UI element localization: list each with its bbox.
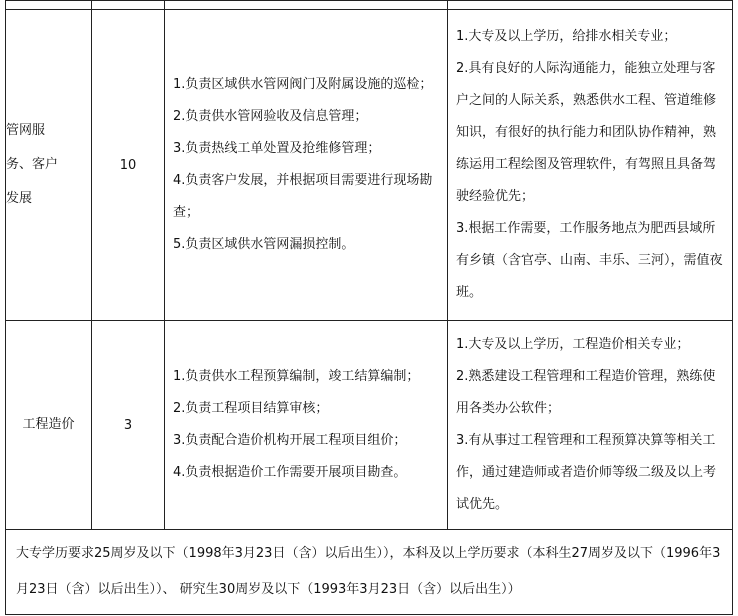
duty-item: 3.负责热线工单处置及抢维修管理； (173, 141, 381, 156)
position-line: 务、客户 (6, 157, 59, 172)
count-cell: 10 (92, 10, 165, 321)
duties-cell (165, 10, 448, 321)
duty-item: 3.负责配合造价机构开展工程项目组价； (173, 433, 407, 448)
requirement-item: 3.根据工作需要，工作服务地点为肥西县域所有乡镇（含官亭、山南、丰乐、三河），需值夜班。 (456, 221, 723, 300)
duties-cell (165, 321, 448, 530)
requirement-item: 2.具有良好的人际沟通能力，能独立处理与客户之间的人际关系，熟悉供水工程、管道维修知识，有很好的执行能力和团队协作精神，熟练运用工程绘图及管理软件，有驾照且具备驾驶经验优先； (456, 61, 717, 204)
recruitment-table (5, 0, 733, 615)
count-cell: 3 (92, 321, 165, 530)
position-line: 发展 (6, 191, 33, 206)
requirement-item: 3.有从事过工程管理和工程预算决算等相关工作，通过建造师或者造价师等级二级及以上考试优先。 (456, 433, 717, 512)
duty-item: 4.负责客户发展，并根据项目需要进行现场勘查； (173, 173, 433, 220)
position-line: 管网服 (6, 123, 46, 138)
age-requirement-note (6, 530, 733, 615)
requirements-cell (448, 10, 733, 321)
duty-item: 5.负责区域供水管网漏损控制。 (173, 237, 355, 252)
requirement-item: 1.大专及以上学历，工程造价相关专业； (456, 337, 690, 352)
table-row-note (6, 530, 733, 615)
table-row (6, 321, 733, 530)
requirement-item: 1.大专及以上学历，给排水相关专业； (456, 29, 677, 44)
duty-item: 2.负责供水管网验收及信息管理； (173, 109, 368, 124)
position-cell: 工程造价 (6, 321, 92, 530)
requirements-cell (448, 321, 733, 530)
requirement-item: 2.熟悉建设工程管理和工程造价管理，熟练使用各类办公软件； (456, 369, 716, 416)
duty-item: 4.负责根据造价工作需要开展项目勘查。 (173, 465, 407, 480)
duty-item: 1.负责供水工程预算编制，竣工结算编制； (173, 369, 420, 384)
duty-item: 1.负责区域供水管网阀门及附属设施的巡检； (173, 77, 433, 92)
note-text: 大专学历要求25周岁及以下（1998年3月23日（含）以后出生）），本科及以上学历要求（本科生27周岁及以下（1996年3月23日（含）以后出生））、 研究生30周岁及以下（1993年3月23日（含）以后出生）） (16, 546, 721, 597)
table-row-top-edge (6, 1, 733, 10)
table-row (6, 10, 733, 321)
duty-item: 2.负责工程项目结算审核； (173, 401, 329, 416)
position-cell (6, 10, 92, 321)
